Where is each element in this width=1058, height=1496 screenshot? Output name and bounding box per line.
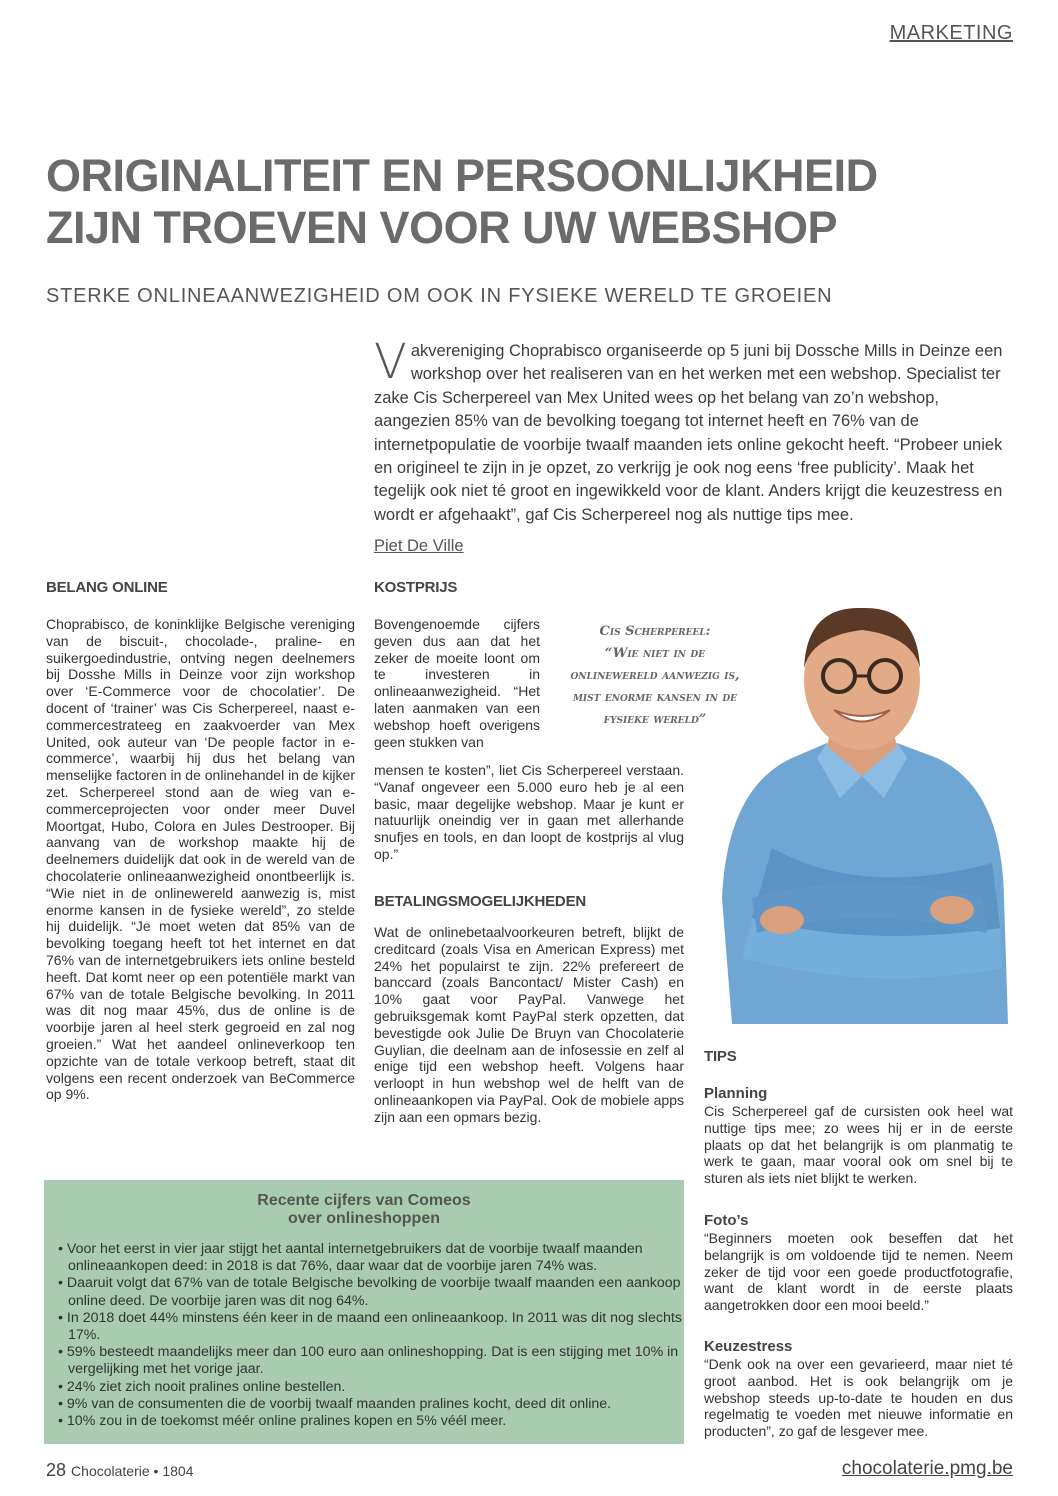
tip-text-fotos: “Beginners moeten ook beseffen dat het belangrijk is om voldoende tijd te nemen. Neem zeker de tijd voor een goede productfotografie, want de klant wordt in de eerste plaats aangetrokken door een mooi beeld.” xyxy=(704,1230,1013,1314)
figures-list-item: • 10% zou in de toekomst méér online pralines kopen en 5% véél meer. xyxy=(52,1413,682,1430)
section-tag: MARKETING xyxy=(889,22,1013,44)
tip-text-planning: Cis Scherpereel gaf de cursisten ook heel wat nuttige tips mee; zo wees hij er in de eerste plaats op dat het belangrijk is om planmatig te werk te gaan, maar vooral ook om snel bij te sturen als iets niet blijkt te werken. xyxy=(704,1103,1013,1187)
tip-text-keuzestress: “Denk ook na over een gevarieerd, maar niet té groot aanbod. Het is ook belangrijk om je webshop steeds up-to-date te houden en dus regelmatig te voeden met nieuwe informatie en producten”, zo gaf de lesgever mee. xyxy=(704,1356,1013,1440)
portrait-photo-icon xyxy=(712,598,1012,1024)
betaling-text: Wat de onlinebetaalvoorkeuren betreft, blijkt de creditcard (zoals Visa en American Express) met 24% het populairst te zijn. 22% prefereert de banccard (zoals Bancontact/ Mister Cash) en 10% gaat voor PayPal. Vanwege het gebruiksgemak komt PayPal sterk opzetten, dat bevestigde ook Julie De Bruyn van Chocolaterie Guylian, die deelnam aan de infosessie en zelf al enige tijd een webshop heeft. Volgens haar verloopt in hun webshop wel de helft van de onlineaankopen via PayPal. Ook de mobiele apps zijn aan een opmars bezig. xyxy=(374,924,684,1125)
kostprijs-text-narrow: Bovengenoemde cijfers geven dus aan dat het zeker de moeite loont om te investeren in onlineaanwezigheid. “Het laten aanmaken van een webshop hoeft overigens geen stukken van xyxy=(374,616,540,750)
figures-list xyxy=(52,1241,682,1430)
headline-line-2: ZIJN TROEVEN VOOR UW WEBSHOP xyxy=(46,202,838,253)
kostprijs-text-wide: mensen te kosten”, liet Cis Scherpereel verstaan. “Vanaf ongeveer een 5.000 euro heb je al een basic, maar degelijke webshop. Maar je kunt er natuurlijk oneindig ver in gaan met allerhande snufjes en tools, en dan loopt de kostprijs al vlug op.” xyxy=(374,762,684,862)
lead-text: akvereniging Choprabisco organiseerde op 5 juni bij Dossche Mills in Deinze een workshop over het realiseren van en het werken met een webshop. Specialist ter zake Cis Scherpereel van Mex United wees op het belang van zo’n webshop, aangezien 85% van de bevolking toegang tot internet heeft en 76% van de internetpopulatie de voorbije twaalf maanden iets online gekocht heeft. “Probeer uniek en origineel te zijn in je opzet, zo verkrijg je ook nog eens ‘free publicity’. Maak het tegelijk ook niet té groot en ingewikkeld voor de klant. Anders krijgt die keuzestress en wordt er afgehaakt”, gaf Cis Scherpereel nog als nuttige tips mee. xyxy=(374,342,1003,524)
pull-quote-name: Cis Scherpereel: xyxy=(599,624,711,639)
heading-tips: TIPS xyxy=(704,1048,737,1065)
figures-box-title-line-1: Recente cijfers van Comeos xyxy=(257,1192,471,1209)
page-number: 28 xyxy=(46,1460,67,1480)
figures-box-title xyxy=(44,1192,684,1228)
footer-url-link[interactable]: chocolaterie.pmg.be xyxy=(841,1458,1013,1479)
heading-betalingsmogelijkheden: BETALINGSMOGELIJKHEDEN xyxy=(374,893,587,910)
figures-list-item: • 24% ziet zich nooit pralines online bestellen. xyxy=(52,1379,682,1396)
headline xyxy=(46,150,1006,254)
author-byline: Piet De Ville xyxy=(374,537,464,555)
headline-line-1: ORIGINALITEIT EN PERSOONLIJKHEID xyxy=(46,150,878,201)
pull-quote-text: “Wie niet in de onlinewereld aanwezig is, mist enorme kansen in de fysieke wereld” xyxy=(570,646,740,727)
heading-kostprijs: KOSTPRIJS xyxy=(374,579,458,596)
figures-list-item: • 59% besteedt maandelijks meer dan 100 euro aan onlineshopping. Dat is een stijging met 10% in vergelijking met het vorige jaar. xyxy=(52,1344,682,1378)
drop-cap: V xyxy=(374,334,407,390)
figures-list-item: • Voor het eerst in vier jaar stijgt het aantal internetgebruikers dat de voorbije twaalf maanden onlineaankopen deed: in 2018 is dat 76%, daar waar dat de voorbije jaren 74% was. xyxy=(52,1241,682,1275)
figures-list-item: • In 2018 doet 44% minstens één keer in de maand een onlineaankoop. In 2011 was dit nog slechts 17%. xyxy=(52,1310,682,1344)
lead-paragraph xyxy=(374,334,1014,527)
footer-page-info xyxy=(46,1460,193,1481)
tip-title-fotos: Foto’s xyxy=(704,1212,749,1229)
tip-title-planning: Planning xyxy=(704,1085,768,1102)
belang-online-text: Choprabisco, de koninklijke Belgische vereniging van de biscuit-, chocolade-, praline- en suikergoedindustrie, ontving negen deelnemers bij Dosshe Mills in Deinze voor zijn workshop over ‘E-Commerce voor de chocolatier’. De docent of ‘trainer’ was Cis Scherpereel, naast e-commercestrateeg en zaakvoerder van Mex United, ook auteur van ‘De people factor in e-commerce’, waarbij hij dus het belang van menselijke factoren in de onlinehandel in de kijker zet. Scherpereel stond aan de wieg van e-commerceprojecten voor onder meer Duvel Moortgat, Hubo, Colora en Jules Destrooper. Bij aanvang van de workshop maakte hij de deelnemers duidelijk dat ook in de wereld van de chocolaterie onlineaanwezigheid onontbeerlijk is. “Wie niet in de onlinewereld aanwezig is, mist enorme kansen in de fysieke wereld”, zo stelde hij duidelijk. “Je moet weten dat 85% van de bevolking toegang heeft tot het internet en dat 76% van de internetgebruikers iets online besteld heeft. Dat komt neer op een potentiële markt van 67% van de totale Belgische bevolking. In 2011 was dit nog maar 45%, dus de online is de voorbije jaren al heel sterk gegroeid en zal nog groeien.” Wat het aandeel onlineverkoop ten opzichte van de totale verkoop betreft, staat dit volgens een recent onderzoek van BeCommerce op 9%. xyxy=(46,616,355,1103)
tip-title-keuzestress: Keuzestress xyxy=(704,1338,793,1355)
subheadline: STERKE ONLINEAANWEZIGHEID OM OOK IN FYSIEKE WERELD TE GROEIEN xyxy=(46,285,833,307)
figures-box-title-line-2: over onlineshoppen xyxy=(287,1210,440,1227)
magazine-issue: Chocolaterie • 1804 xyxy=(71,1463,194,1479)
heading-belang-online: BELANG ONLINE xyxy=(46,579,168,596)
figures-list-item: • 9% van de consumenten die de voorbij twaalf maanden pralines kocht, deed dit online. xyxy=(52,1396,682,1413)
figures-list-item: • Daaruit volgt dat 67% van de totale Belgische bevolking de voorbije twaalf maanden een aankoop online deed. De voorbije jaren was dit nog 64%. xyxy=(52,1275,682,1309)
